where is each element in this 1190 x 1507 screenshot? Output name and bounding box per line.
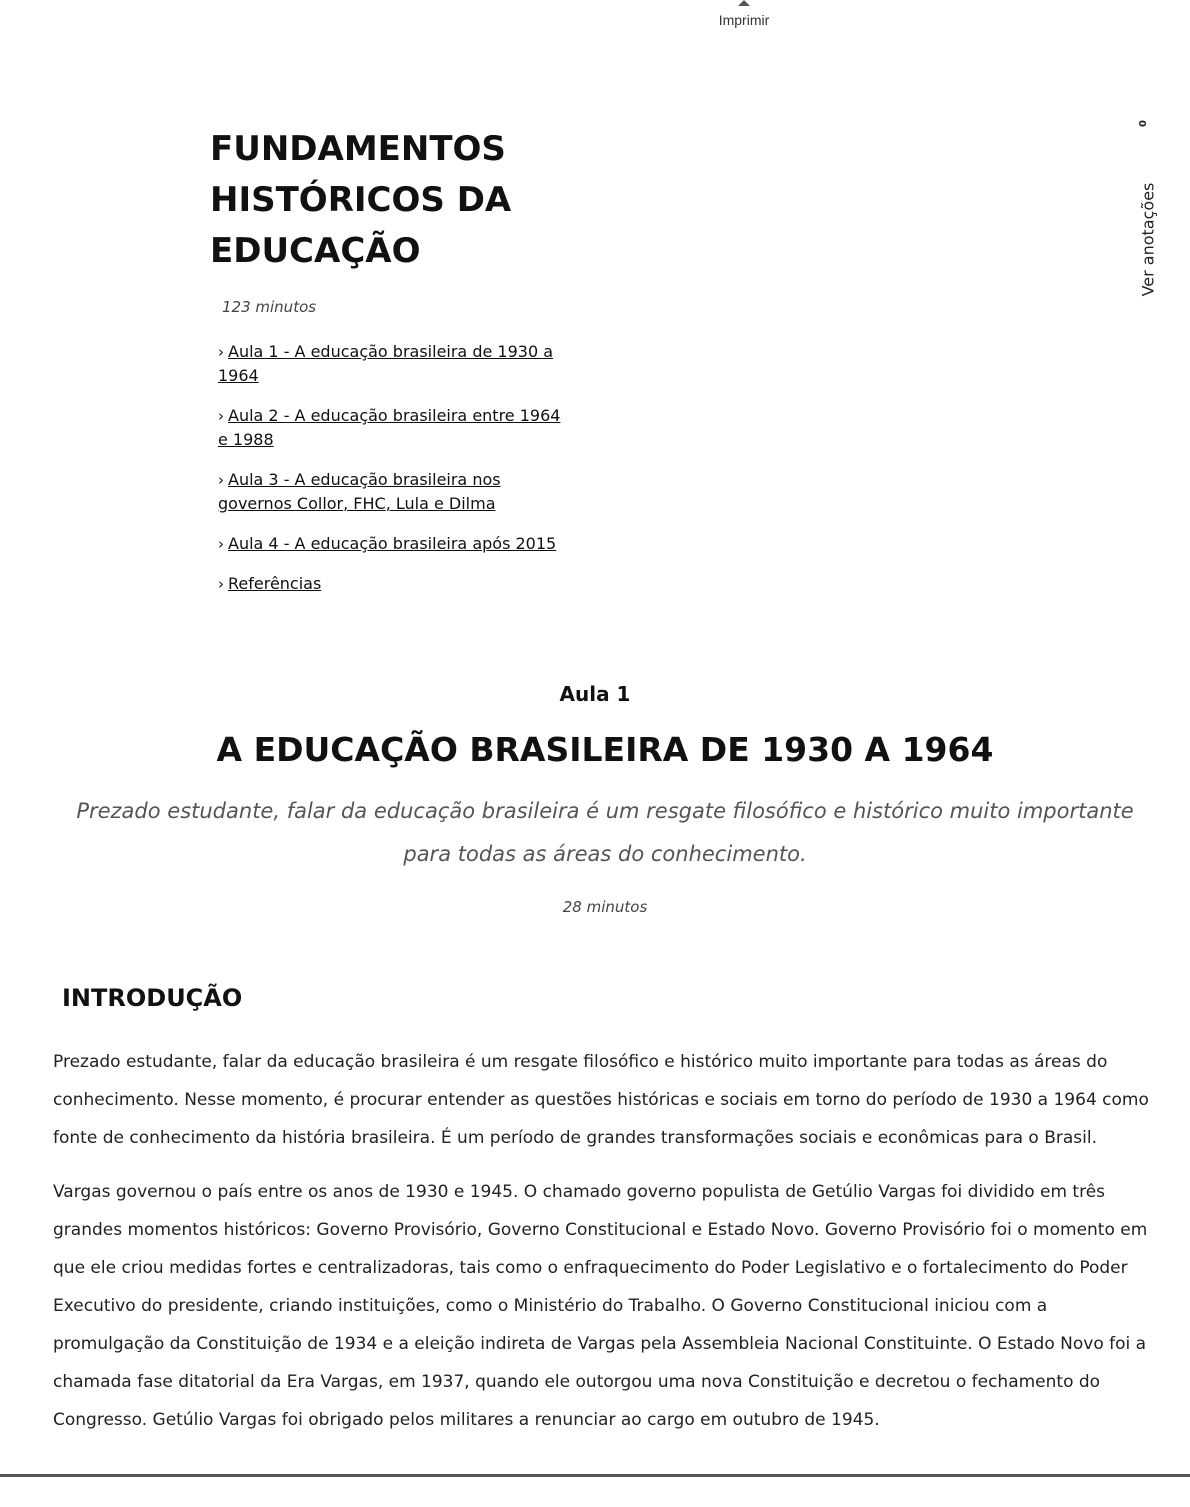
print-label: Imprimir: [718, 12, 770, 28]
toc-item: [218, 532, 563, 556]
section-body: [53, 1043, 1155, 1455]
toc-link-aula-1[interactable]: Aula 1 - A educação brasileira de 1930 a 1964: [218, 342, 554, 385]
course-duration: 123 minutos: [222, 298, 317, 316]
lesson-intro: Prezado estudante, falar da educação brasileira é um resgate filosófico e histórico muito importante para todas as áreas do conhecimento.: [76, 799, 1134, 866]
chevron-right-icon: ›: [218, 575, 224, 593]
toc-item: [218, 572, 563, 596]
paragraph: Prezado estudante, falar da educação brasileira é um resgate filosófico e histórico muito importante para todas as áreas do conhecimento. Nesse momento, é procurar entender as questões históricas e sociais em torno do período de 1930 a 1964 como fonte de conhecimento da história brasileira. É um período de grandes transformações sociais e econômicas para o Brasil.: [53, 1052, 1149, 1148]
chevron-right-icon: ›: [218, 407, 224, 425]
chevron-right-icon: ›: [218, 343, 224, 361]
lesson-title: A EDUCAÇÃO BRASILEIRA DE 1930 A 1964: [216, 730, 994, 769]
toc-link-referencias[interactable]: Referências: [228, 574, 322, 593]
course-title: FUNDAMENTOS HISTÓRICOS DA EDUCAÇÃO: [210, 129, 512, 271]
lesson-duration: 28 minutos: [562, 898, 648, 916]
caret-up-icon: [738, 0, 750, 6]
notes-count: 0: [1137, 120, 1149, 127]
lesson-label: Aula 1: [559, 682, 631, 706]
notes-toggle[interactable]: [1128, 112, 1168, 312]
chevron-right-icon: ›: [218, 535, 224, 553]
toc-link-aula-3[interactable]: Aula 3 - A educação brasileira nos governos Collor, FHC, Lula e Dilma: [218, 470, 501, 513]
toc-item: [218, 468, 563, 516]
toc-item: [218, 340, 563, 388]
table-of-contents: [218, 340, 563, 612]
print-button[interactable]: [700, 0, 788, 28]
toc-link-aula-4[interactable]: Aula 4 - A educação brasileira após 2015: [228, 534, 557, 553]
chevron-right-icon: ›: [218, 471, 224, 489]
bottom-divider: [0, 1474, 1190, 1477]
paragraph: Vargas governou o país entre os anos de 1930 e 1945. O chamado governo populista de Getúlio Vargas foi dividido em três grandes momentos históricos: Governo Provisório, Governo Constitucional e Estado Novo. Governo Provisório foi o momento em que ele criou medidas fortes e centralizadoras, tais como o enfraquecimento do Poder Legislativo e o fortalecimento do Poder Executivo do presidente, criando instituições, como o Ministério do Trabalho. O Governo Constitucional iniciou com a promulgação da Constituição de 1934 e a eleição indireta de Vargas pela Assembleia Nacional Constituinte. O Estado Novo foi a chamada fase ditatorial da Era Vargas, em 1937, quando ele outorgou uma nova Constituição e decretou o fechamento do Congresso. Getúlio Vargas foi obrigado pelos militares a renunciar ao cargo em outubro de 1945.: [53, 1182, 1148, 1430]
section-heading: INTRODUÇÃO: [62, 984, 243, 1012]
notes-label: Ver anotações: [1138, 182, 1158, 297]
toc-item: [218, 404, 563, 452]
toc-link-aula-2[interactable]: Aula 2 - A educação brasileira entre 1964 e 1988: [218, 406, 561, 449]
